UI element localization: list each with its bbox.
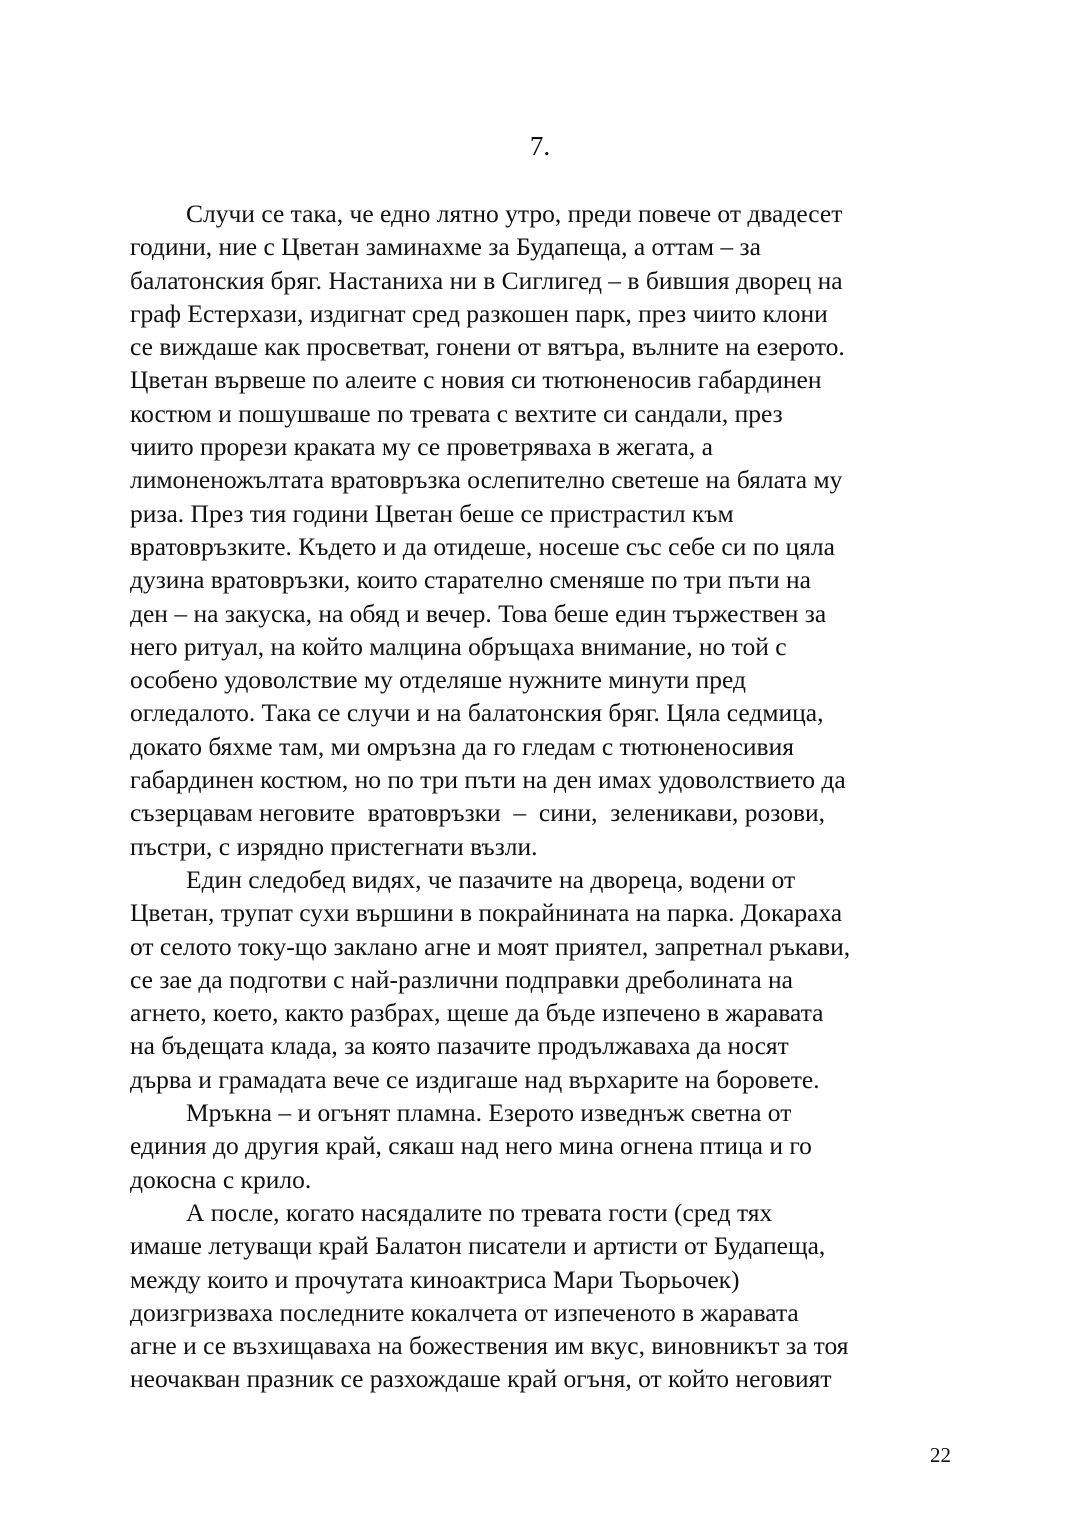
text-line: костюм и пошушваше по тревата с вехтите си сандали, през xyxy=(130,398,783,428)
text-line: дърва и грамадата вече се издигаше над върхарите на боровете. xyxy=(130,1064,820,1094)
page-number: 22 xyxy=(930,1443,951,1467)
text-line: агне и се възхищаваха на божествения им вкус, виновникът за тоя xyxy=(130,1331,849,1361)
paragraph xyxy=(130,1096,960,1196)
body-text xyxy=(130,197,960,1396)
text-line: Един следобед видях, че пазачите на двореца, водени от xyxy=(186,864,796,894)
text-line: имаше летуващи край Балатон писатели и артисти от Будапеща, xyxy=(130,1231,826,1261)
text-line: ден – на закуска, на обяд и вечер. Това беше един тържествен за xyxy=(130,598,827,628)
text-line: години, ние с Цветан заминахме за Будапеща, а оттам – за xyxy=(130,232,761,262)
text-line: огледалото. Така се случи и на балатонския бряг. Цяла седмица, xyxy=(130,698,824,728)
paragraph xyxy=(130,863,960,1096)
text-line: единия до другия край, сякаш над него мина огнена птица и го xyxy=(130,1131,812,1161)
text-line: особено удоволствие му отделяше нужните минути пред xyxy=(130,665,746,695)
text-line: на бъдещата клада, за която пазачите продължаваха да носят xyxy=(130,1031,789,1061)
text-line: вратовръзките. Където и да отидеше, носеше със себе си по цяла xyxy=(130,531,835,561)
text-line: докато бяхме там, ми омръзна да го гледам с тютюненосивия xyxy=(130,731,794,761)
text-line: лимоненожълтата вратовръзка ослепително светеше на бялата му xyxy=(130,465,843,495)
text-line: съзерцавам неговите вратовръзки – сини, зеленикави, розови, xyxy=(130,798,826,828)
text-line: от селото току-що заклано агне и моят приятел, запретнал ръкави, xyxy=(130,931,851,961)
text-line: се виждаше как просветват, гонени от вятъра, вълните на езерото. xyxy=(130,332,845,362)
text-line: габардинен костюм, но по три пъти на ден имах удоволствието да xyxy=(130,765,846,795)
text-line: А после, когато насядалите по тревата гости (сред тях xyxy=(186,1197,773,1227)
paragraph xyxy=(130,1196,960,1396)
text-line: Цветан вървеше по алеите с новия си тютюненосив габардинен xyxy=(130,365,822,395)
text-line: Случи се така, че едно лятно утро, преди повече от двадесет xyxy=(186,199,843,228)
text-line: граф Естерхази, издигнат сред разкошен парк, през чиито клони xyxy=(130,298,828,328)
text-line: чиито прорези краката му се проветряваха в жегата, а xyxy=(130,432,713,462)
text-line: балатонския бряг. Настаниха ни в Сиглигед – в бившия дворец на xyxy=(130,265,843,295)
text-line: риза. През тия години Цветан беше се пристрастил към xyxy=(130,498,734,528)
text-line: него ритуал, на който малцина обръщаха внимание, но той с xyxy=(130,631,787,661)
text-line: се зае да подготви с най-различни подправки дреболината на xyxy=(130,964,793,994)
paragraph xyxy=(130,197,960,863)
text-line: доизгризваха последните кокалчета от изпеченото в жаравата xyxy=(130,1297,799,1327)
text-line: Цветан, трупат сухи вършини в покрайнината на парка. Докараха xyxy=(130,898,843,928)
text-line: неочакван празник се разхождаше край огъня, от който неговият xyxy=(130,1364,832,1394)
text-line: Мръкна – и огънят пламна. Езерото изведнъж светна от xyxy=(186,1098,792,1128)
text-line: докосна с крило. xyxy=(130,1164,312,1194)
text-line: пъстри, с изрядно пристегнати възли. xyxy=(130,831,538,861)
text-line: дузина вратовръзки, които старателно сменяше по три пъти на xyxy=(130,565,811,595)
chapter-number: 7. xyxy=(529,131,551,161)
text-line: агнето, което, както разбрах, щеше да бъде изпечено в жаравата xyxy=(130,998,824,1028)
text-line: между които и прочутата киноактриса Мари Тьорьочек) xyxy=(130,1264,740,1294)
